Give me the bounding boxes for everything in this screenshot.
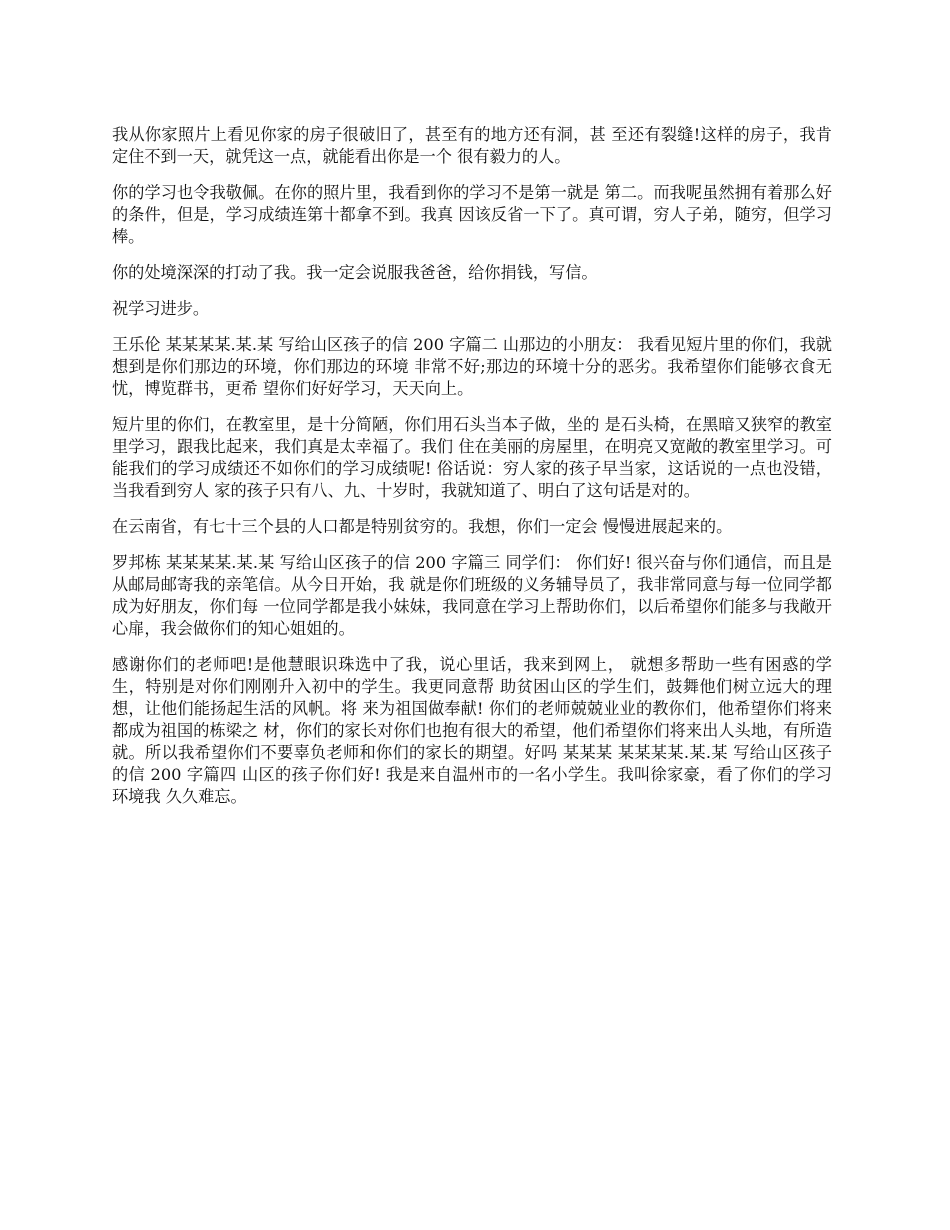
paragraph-2: 你的学习也令我敬佩。在你的照片里，我看到你的学习不是第一就是 第二。而我呢虽然拥有着那么好的条件，但是，学习成绩连第十都拿不到。我真 因该反省一下了。真可谓，穷人子弟，随穷，但学习棒。	[112, 183, 832, 246]
paragraph-8: 罗邦栋 某某某某.某.某 写给山区孩子的信 200 字篇三 同学们： 你们好! 很兴奋与你们通信，而且是从邮局邮寄我的亲笔信。从今日开始，我 就是你们班级的义务辅导员了，我非常同意与每一位同学都成为好朋友，你们每 一位同学都是我小妹妹，我同意在学习上帮助你们，以后希望你们能多与我敞开 心扉，我会做你们的知心姐姐的。	[112, 553, 832, 638]
paragraph-5: 王乐伦 某某某某.某.某 写给山区孩子的信 200 字篇二 山那边的小朋友： 我看见短片里的你们，我就想到是你们那边的环境，你们那边的环境 非常不好;那边的环境十分的恶劣。我希望你们能够衣食无忧，博览群书，更希 望你们好好学习，天天向上。	[112, 335, 832, 398]
paragraph-9: 感谢你们的老师吧!是他慧眼识珠选中了我，说心里话，我来到网上， 就想多帮助一些有困惑的学生，特别是对你们刚刚升入初中的学生。我更同意帮 助贫困山区的学生们，鼓舞他们树立远大的理想，让他们能扬起生活的风帆。将 来为祖国做奉献! 你们的老师兢兢业业的教你们，他希望你们将来都成为祖国的栋梁之 材，你们的家长对你们也抱有很大的希望，他们希望你们将来出人头地，有所造 就。所以我希望你们不要辜负老师和你们的家长的期望。好吗 某某某 某某某某.某.某 写给山区孩子的信 200 字篇四 山区的孩子你们好! 我是来自温州市的一名小学生。我叫徐家豪，看了你们的学习环境我 久久难忘。	[112, 655, 832, 806]
paragraph-7: 在云南省，有七十三个县的人口都是特别贫穷的。我想，你们一定会 慢慢进展起来的。	[112, 517, 733, 536]
document-body	[112, 124, 832, 822]
paragraph-4: 祝学习进步。	[112, 299, 210, 318]
paragraph-1: 我从你家照片上看见你家的房子很破旧了，甚至有的地方还有洞，甚 至还有裂缝!这样的房子，我肯定住不到一天，就凭这一点，就能看出你是一个 很有毅力的人。	[112, 125, 832, 166]
paragraph-3: 你的处境深深的打动了我。我一定会说服我爸爸，给你捐钱，写信。	[112, 263, 598, 282]
paragraph-6: 短片里的你们，在教室里，是十分简陋，你们用石头当本子做，坐的 是石头椅，在黑暗又狭窄的教室里学习，跟我比起来，我们真是太幸福了。我们 住在美丽的房屋里，在明亮又宽敞的教室里学习。可能我们的学习成绩还不如你们的学习成绩呢! 俗话说：穷人家的孩子早当家，这话说的一点也没错，当我看到穷人 家的孩子只有八、九、十岁时，我就知道了、明白了这句话是对的。	[112, 415, 832, 500]
